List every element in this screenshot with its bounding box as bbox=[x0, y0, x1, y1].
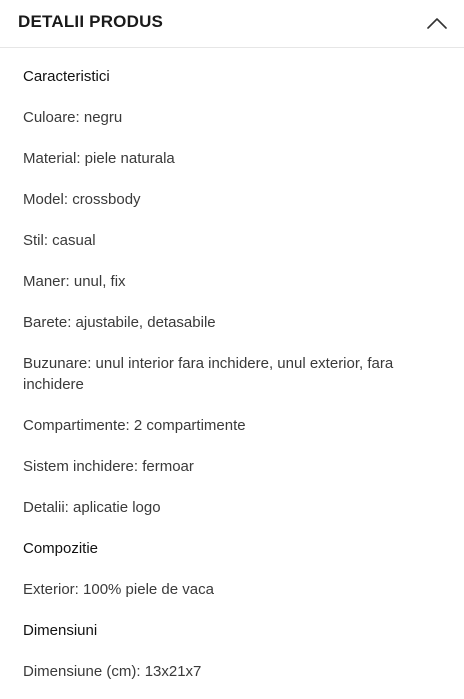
detail-detalii: Detalii: aplicatie logo bbox=[23, 499, 161, 516]
detail-dimensiune: Dimensiune (cm): 13x21x7 bbox=[23, 663, 202, 680]
detail-barete: Barete: ajustabile, detasabile bbox=[23, 314, 216, 331]
product-details-content bbox=[0, 66, 464, 682]
detail-culoare: Culoare: negru bbox=[23, 109, 123, 126]
collapse-toggle-button[interactable] bbox=[424, 10, 450, 36]
chevron-up-icon bbox=[427, 17, 447, 29]
section-heading-compozitie: Compozitie bbox=[23, 540, 99, 557]
detail-model: Model: crossbody bbox=[23, 191, 141, 208]
detail-material: Material: piele naturala bbox=[23, 150, 175, 167]
detail-exterior: Exterior: 100% piele de vaca bbox=[23, 581, 214, 598]
section-title: DETALII PRODUS bbox=[18, 12, 164, 31]
detail-buzunare: Buzunare: unul interior fara inchidere, unul exterior, fara inchidere bbox=[23, 355, 394, 393]
detail-sistem-inchidere: Sistem inchidere: fermoar bbox=[23, 458, 194, 475]
detail-maner: Maner: unul, fix bbox=[23, 273, 126, 290]
section-heading-caracteristici: Caracteristici bbox=[23, 68, 110, 85]
detail-stil: Stil: casual bbox=[23, 232, 96, 249]
detail-compartimente: Compartimente: 2 compartimente bbox=[23, 417, 246, 434]
product-details-header[interactable] bbox=[0, 0, 464, 48]
section-heading-dimensiuni: Dimensiuni bbox=[23, 622, 98, 639]
